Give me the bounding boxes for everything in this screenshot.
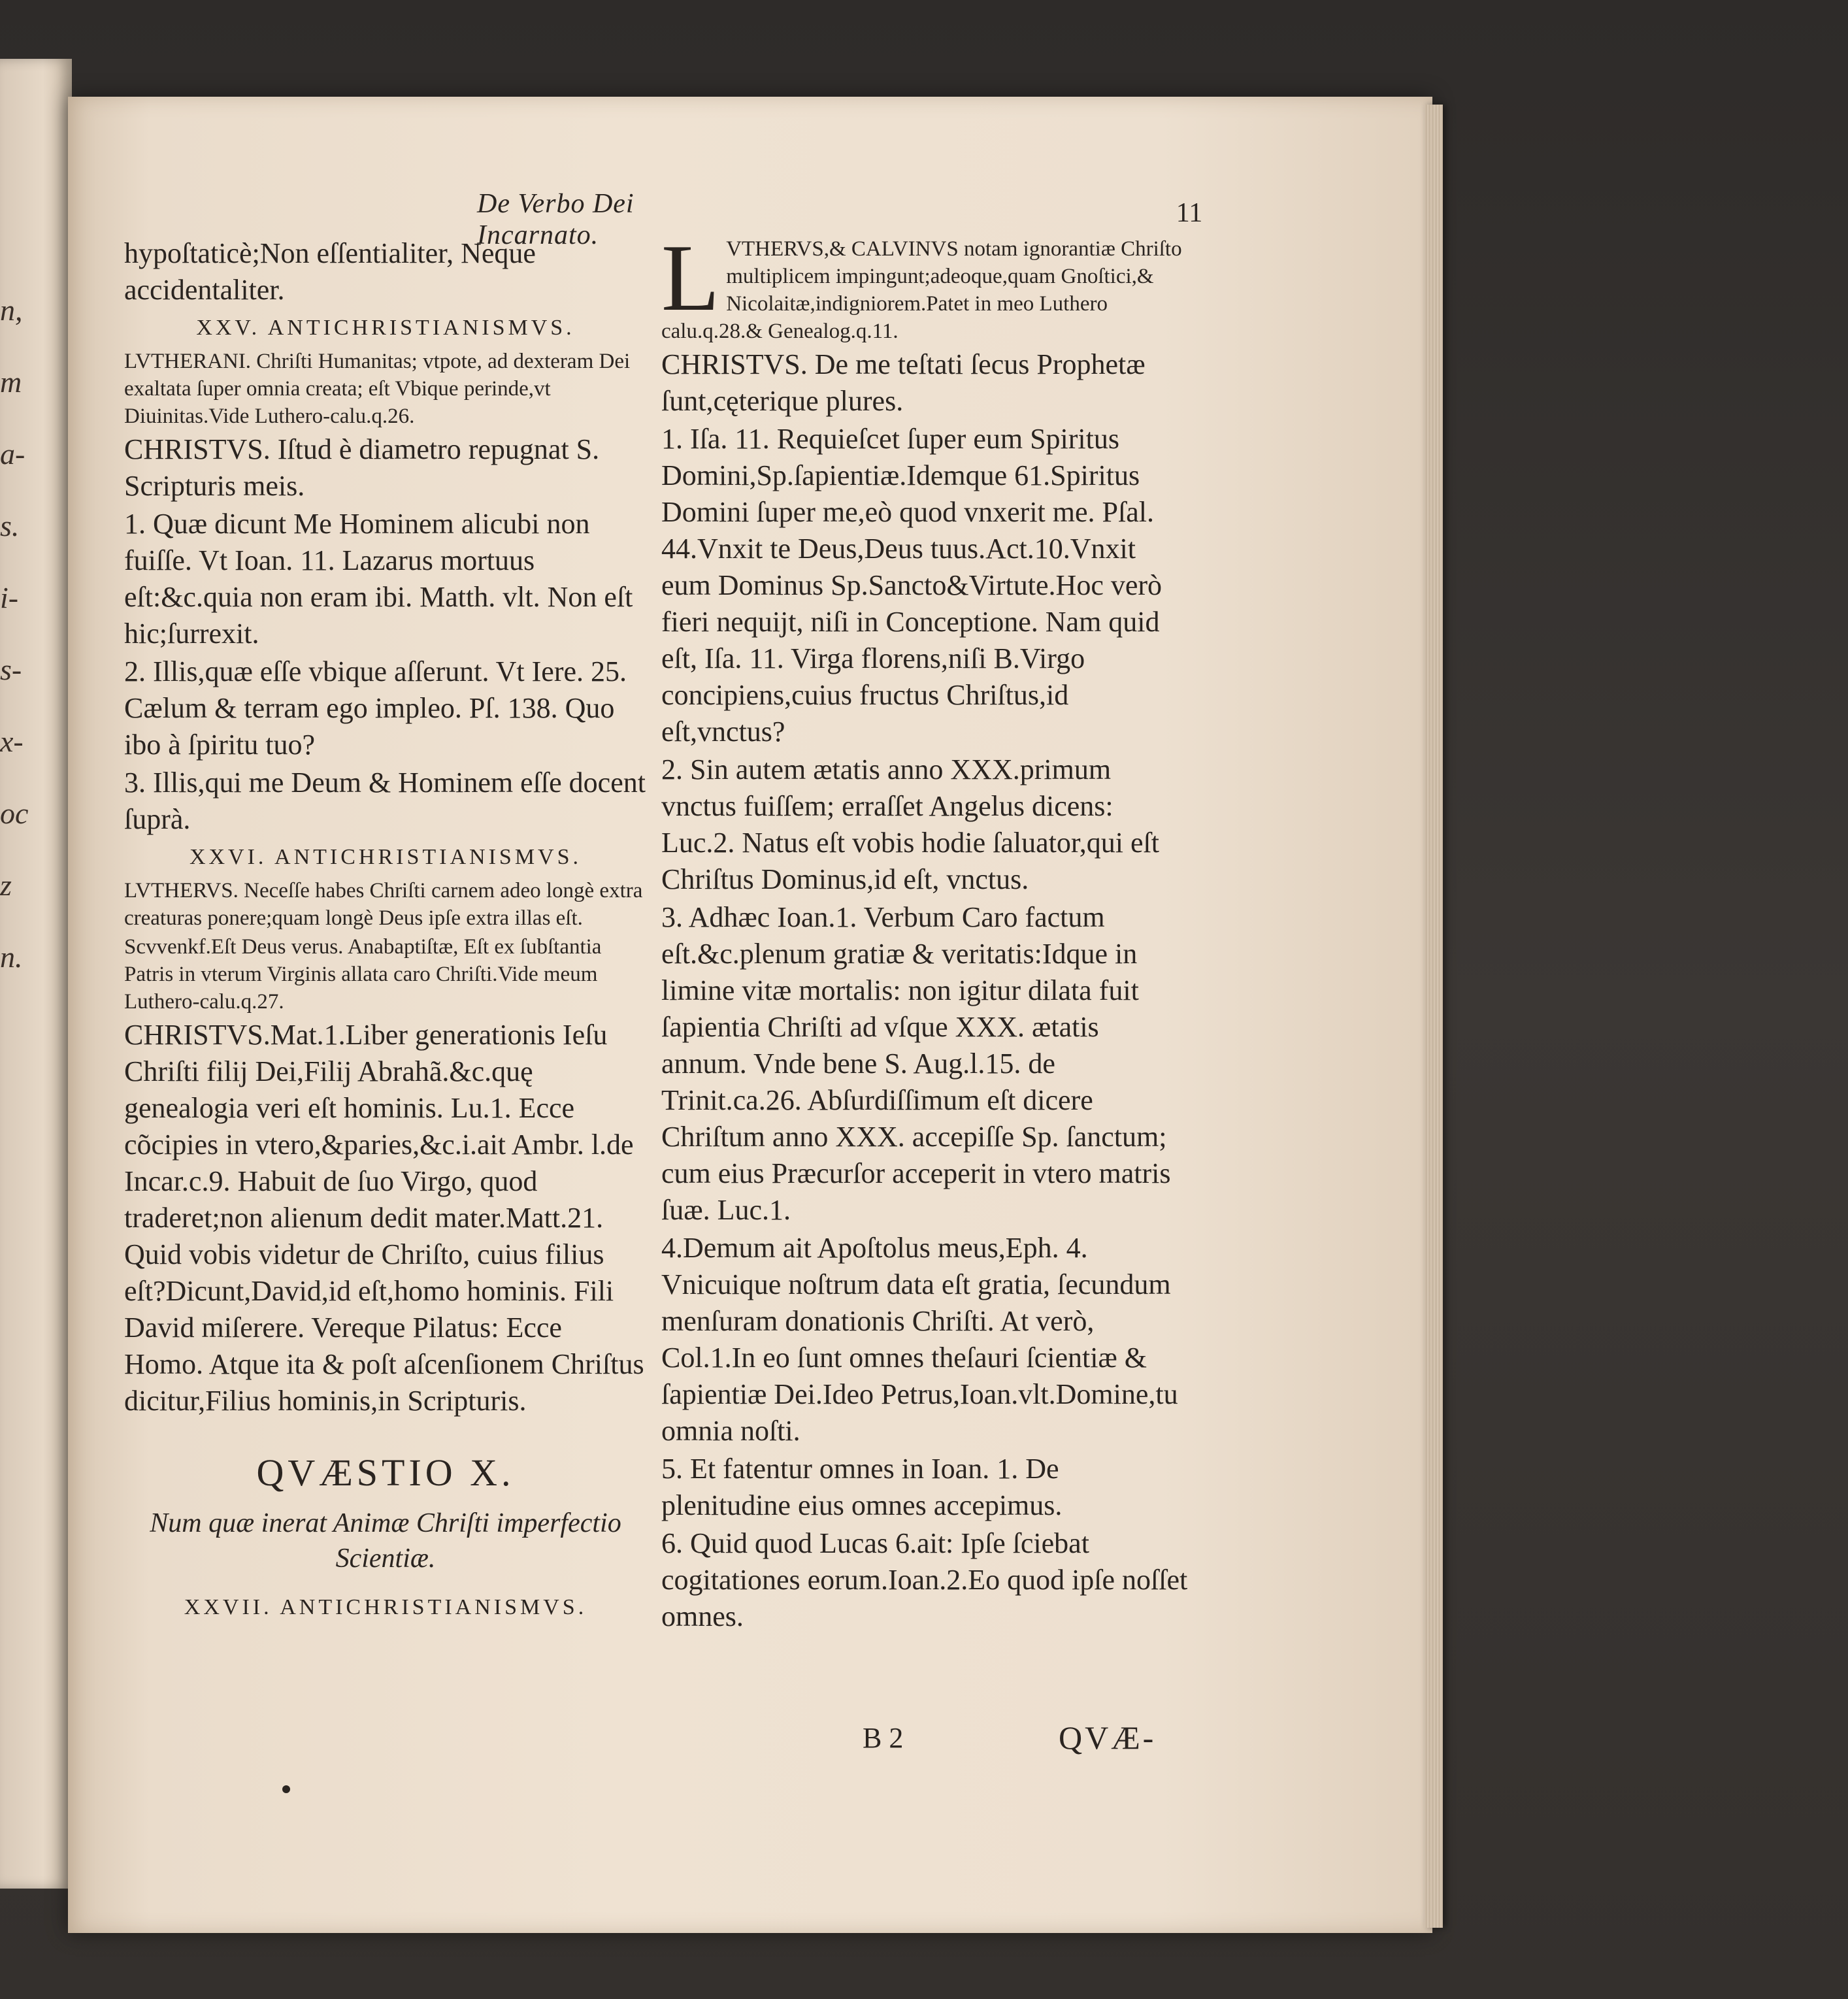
facing-page-edge xyxy=(0,59,72,1889)
left-section-heading: XXVI. ANTICHRISTIANISMVS. xyxy=(189,845,582,869)
facing-page-fragment: oc xyxy=(0,797,29,830)
right-paragraph: 1. Iſa. 11. Requieſcet ſuper eum Spiritus Domini,Sp.ſapientiæ.Idemque 61.Spiritus Domini ſuper me,eò quod vnxerit me. Pſal. 44.Vnxit te Deus,Deus tuus.Act.10.Vnxit eum Dominus Sp.Sancto&Virtute.Hoc verò fieri nequijt, niſi in Conceptione. Nam quid eſt, Iſa. 11. Virga florens,niſi B.Virgo concipiens,cuius fructus Chriſtus,id eſt,vnctus? xyxy=(661,423,1163,748)
left-paragraph: 1. Quæ dicunt Me Hominem alicubi non fuiſſe. Vt Ioan. 11. Lazarus mortuus eſt:&c.quia non eram ibi. Matth. vlt. Non eſt hic;ſurrexit. xyxy=(124,508,633,650)
facing-page-fragment: s. xyxy=(0,509,20,542)
question-title: QVÆSTIO X. xyxy=(256,1451,515,1494)
facing-page-fragment: s- xyxy=(0,653,22,686)
facing-page-fragment: z xyxy=(0,868,12,902)
left-section-heading: XXVII. ANTICHRISTIANISMVS. xyxy=(184,1595,587,1619)
left-paragraph: CHRISTVS. Iſtud è diametro repugnat S. Scripturis meis. xyxy=(124,433,600,502)
right-paragraph: 6. Quid quod Lucas 6.ait: Ipſe ſciebat cogitationes eorum.Ioan.2.Eo quod ipſe noſſet omnes. xyxy=(661,1527,1188,1632)
left-quotation: Scvvenkf.Eſt Deus verus. Anabaptiſtæ, Eſt ex ſubſtantia Patris in vterum Virginis allata caro Chriſti.Vide meum Luthero-calu.q.27. xyxy=(124,935,602,1014)
question-subtitle: Num quæ inerat Animæ Chriſti imperfectio Scientiæ. xyxy=(150,1508,621,1574)
catchword: QVÆ- xyxy=(1059,1719,1157,1756)
facing-page-fragments xyxy=(0,274,29,993)
right-paragraph: 5. Et fatentur omnes in Ioan. 1. De plenitudine eius omnes accepimus. xyxy=(661,1453,1063,1521)
left-paragraph: CHRISTVS.Mat.1.Liber generationis Ieſu Chriſti filij Dei,Filij Abrahã.&c.quę genealogia veri eſt hominis. Lu.1. Ecce cõcipies in vtero,&paries,&c.i.ait Ambr. l.de Incar.c.9. Habuit de ſuo Virgo, quod traderet;non alienum dedit mater.Matt.21. Quid vobis videtur de Chriſto, cuius filius eſt?Dicunt,David,id eſt,homo hominis. Fili David miſerere. Vereque Pilatus: Ecce Homo. Atque ita & poſt aſcenſionem Chriſtus dicitur,Filius hominis,in Scripturis. xyxy=(124,1019,644,1417)
left-section-heading: XXV. ANTICHRISTIANISMVS. xyxy=(196,316,575,340)
page-number: 11 xyxy=(1176,198,1203,228)
right-paragraph: 3. Adhæc Ioan.1. Verbum Caro factum eſt.&c.plenum gratiæ & veritatis:Idque in limine vitæ mortalis: non igitur dilata fuit ſapientia Chriſti ad vſque XXX. ætatis annum. Vnde bene S. Aug.l.15. de Trinit.ca.26. Abſurdiſſimum eſt dicere Chriſtum anno XXX. accepiſſe Sp. ſanctum; cum eius Præcurſor acceperit in vtero matris ſuæ. Luc.1. xyxy=(661,901,1171,1226)
paragraph-text: VTHERVS,& CALVINVS notam ignorantiæ Chriſto multiplicem impingunt;adeoque,quam Gnoſtici,& Nicolaitæ,indigniorem.Patet in meo Luthero calu.q.28.& Genealog.q.11. xyxy=(661,237,1182,343)
drop-cap: L xyxy=(661,225,720,331)
page-block-edge xyxy=(1425,105,1443,1928)
facing-page-fragment: i- xyxy=(0,581,19,614)
facing-page-fragment: a- xyxy=(0,437,25,471)
facing-page-fragment: x- xyxy=(0,725,24,758)
left-paragraph: hypoſtaticè;Non eſſentialiter, Neque accidentaliter. xyxy=(124,237,536,306)
left-quotation: LVTHERVS. Neceſſe habes Chriſti carnem adeo longè extra creaturas ponere;quam longè Deus ipſe extra illas eſt. xyxy=(124,879,643,930)
right-paragraph: 2. Sin autem ætatis anno XXX.primum vnctus fuiſſem; erraſſet Angelus dicens: Luc.2. Natus eſt vobis hodie ſaluator,qui eſt Chriſtus Dominus,id eſt, vnctus. xyxy=(661,753,1159,895)
right-opening-paragraph xyxy=(661,225,1191,345)
left-paragraph: 2. Illis,quæ eſſe vbique aſſerunt. Vt Iere. 25. Cælum & terram ego impleo. Pſ. 138. Quo ibo à ſpiritu tuo? xyxy=(124,655,627,761)
left-quotation: LVTHERANI. Chriſti Humanitas; vtpote, ad dexteram Dei exaltata ſuper omnia creata; eſt Vbique perinde,vt Diuinitas.Vide Luthero-calu.q.26. xyxy=(124,350,631,428)
right-paragraph: CHRISTVS. De me teſtati ſecus Prophetæ ſunt,cęterique plures. xyxy=(661,348,1146,417)
left-column xyxy=(124,235,647,1627)
right-column xyxy=(661,225,1191,1636)
facing-page-fragment: n. xyxy=(0,940,23,974)
facing-page-fragment: n, xyxy=(0,293,23,327)
left-paragraph: 3. Illis,qui me Deum & Hominem eſſe docent ſuprà. xyxy=(124,767,646,835)
running-head: De Verbo Dei Incarnato. xyxy=(477,189,635,250)
facing-page-fragment: m xyxy=(0,365,22,399)
right-paragraph: 4.Demum ait Apoſtolus meus,Eph. 4. Vnicuique noſtrum data eſt gratia, ſecundum menſuram donationis Chriſti. At verò, Col.1.In eo ſunt omnes theſauri ſcientiæ & ſapientiæ Dei.Ideo Petrus,Ioan.vlt.Domine,tu omnia noſti. xyxy=(661,1232,1178,1447)
signature-mark: B 2 xyxy=(863,1722,904,1754)
ink-spot xyxy=(282,1785,290,1793)
